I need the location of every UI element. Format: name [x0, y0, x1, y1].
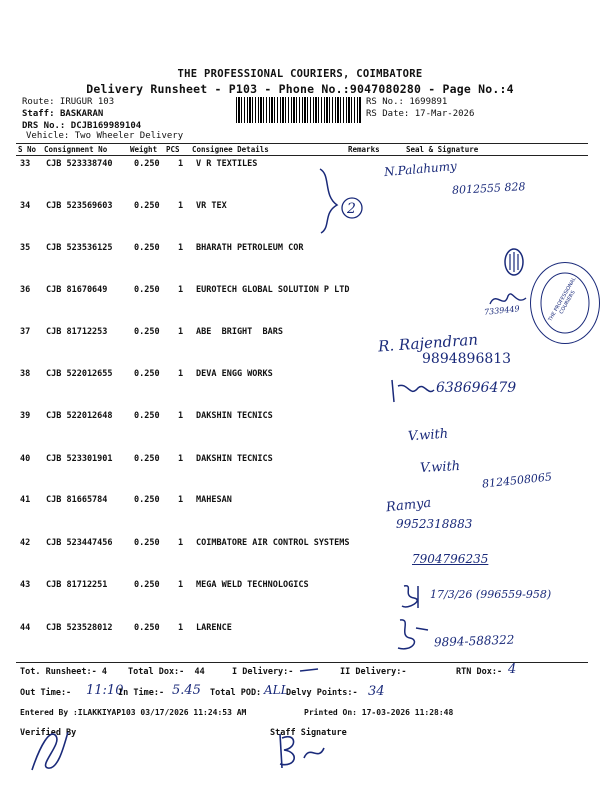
row-consignee: MEGA WELD TECHNOLOGICS: [196, 580, 309, 590]
col-consignment: Consignment No: [44, 145, 108, 154]
table-row: [0, 327, 600, 347]
row-consignment-no: CJB 523528012: [46, 623, 113, 633]
sig-row-44: [392, 618, 432, 652]
staff-signature: [270, 728, 330, 772]
row-weight: 0.250: [134, 201, 160, 211]
row-consignee: DAKSHIN TECNICS: [196, 411, 273, 421]
rs-number: RS No.: 1699891: [366, 97, 448, 107]
header-rule-bottom: [16, 155, 588, 156]
company-title: THE PROFESSIONAL COURIERS, COIMBATORE: [177, 68, 423, 80]
col-seal: Seal & Signature: [406, 145, 479, 154]
rs-date: RS Date: 17-Mar-2026: [366, 109, 475, 119]
col-pcs: PCS: [166, 145, 180, 154]
row-weight: 0.250: [134, 495, 160, 505]
runsheet-subtitle: Delivery Runsheet - P103 - Phone No.:9047080280 - Page No.:4: [86, 82, 514, 96]
row-consignee: DEVA ENGG WORKS: [196, 369, 273, 379]
header-rule-top: [16, 143, 588, 144]
row-consignment-no: CJB 81712251: [46, 580, 108, 590]
row-weight: 0.250: [134, 580, 160, 590]
row-pcs: 1: [178, 201, 184, 211]
row-sno: 37: [20, 327, 31, 337]
row-sno: 33: [20, 159, 31, 169]
row-sno: 42: [20, 538, 31, 548]
sig-row-33: N.Palahumy: [383, 158, 458, 180]
note-row-43: 17/3/26 (996559-958): [430, 588, 552, 601]
row-consignment-no: CJB 523536125: [46, 243, 113, 253]
phone-row-40: 8124508065: [481, 470, 553, 491]
row-pcs: 1: [178, 369, 184, 379]
row-pcs: 1: [178, 495, 184, 505]
row-consignee: VR TEX: [196, 201, 227, 211]
row-pcs: 1: [178, 243, 184, 253]
row-consignment-no: CJB 523338740: [46, 159, 113, 169]
row-consignment-no: CJB 81712253: [46, 327, 108, 337]
sig-row-38: [388, 376, 438, 406]
row-pcs: 1: [178, 285, 184, 295]
phone-row-36: 7339449: [483, 304, 521, 317]
footer-rule: [16, 662, 588, 663]
phone-row-41: 9952318883: [396, 517, 473, 531]
row-pcs: 1: [178, 454, 184, 464]
out-time-label: Out Time:-: [20, 688, 72, 698]
ii-delivery: II Delivery:-: [340, 667, 407, 677]
rtn-dox-value: 4: [508, 662, 517, 677]
row-weight: 0.250: [134, 327, 160, 337]
total-pod-label: Total POD:: [210, 688, 262, 698]
row-pcs: 1: [178, 580, 184, 590]
row-weight: 0.250: [134, 243, 160, 253]
row-pcs: 1: [178, 411, 184, 421]
row-sno: 44: [20, 623, 31, 633]
row-weight: 0.250: [134, 285, 160, 295]
entered-by: Entered By :ILAKKIYAP103 03/17/2026 11:24:53 AM: [20, 708, 247, 717]
total-pod-value: ALL: [264, 683, 289, 697]
row-sno: 34: [20, 201, 31, 211]
circled-mark-row-34: 2: [347, 201, 356, 217]
col-sno: S No: [18, 145, 37, 154]
row-consignment-no: CJB 523569603: [46, 201, 113, 211]
in-time-label: In Time:-: [118, 688, 165, 698]
row-consignment-no: CJB 522012648: [46, 411, 113, 421]
row-consignee: EUROTECH GLOBAL SOLUTION P LTD: [196, 285, 350, 295]
row-sno: 36: [20, 285, 31, 295]
row-weight: 0.250: [134, 623, 160, 633]
row-sno: 40: [20, 454, 31, 464]
sig-row-36: [486, 288, 536, 310]
table-row: [0, 538, 600, 558]
row-consignee: V R TEXTILES: [196, 159, 258, 169]
col-remarks: Remarks: [348, 145, 380, 154]
col-weight: Weight: [130, 145, 158, 154]
table-row: [0, 159, 600, 179]
col-consignee: Consignee Details: [192, 145, 269, 154]
tot-runsheet: Tot. Runsheet:- 4: [20, 667, 107, 677]
row-weight: 0.250: [134, 411, 160, 421]
sig-row-43: [398, 582, 430, 612]
row-sno: 41: [20, 495, 31, 505]
sig-row-37: R. Rajendran: [377, 330, 479, 356]
row-pcs: 1: [178, 538, 184, 548]
row-weight: 0.250: [134, 454, 160, 464]
staff-line: [22, 109, 103, 119]
row-consignee: BHARATH PETROLEUM COR: [196, 243, 304, 253]
phone-row-37: 9894896813: [422, 351, 512, 367]
row-sno: 35: [20, 243, 31, 253]
rtn-dox: RTN Dox:-: [456, 667, 503, 677]
in-time-value: 5.45: [172, 683, 201, 698]
row-consignment-no: CJB 523447456: [46, 538, 113, 548]
row-weight: 0.250: [134, 538, 160, 548]
phone-row-42: 7904796235: [412, 552, 489, 566]
phone-row-44: 9894-588322: [433, 632, 515, 650]
phone-row-38: 638696479: [436, 380, 517, 396]
verified-signature: [28, 726, 72, 776]
stamp-mark-row-35: [500, 248, 530, 278]
delvy-points-label: Delvy Points:-: [286, 688, 358, 698]
company-seal: [530, 262, 600, 344]
sig-row-41: Ramya: [385, 495, 432, 516]
row-consignment-no: CJB 81670649: [46, 285, 108, 295]
route: Route: IRUGUR 103: [22, 97, 115, 107]
i-delivery-dash: [298, 666, 322, 674]
row-sno: 43: [20, 580, 31, 590]
verified-by: Verified By: [20, 728, 77, 738]
row-consignee: LARENCE: [196, 623, 232, 633]
brace-mark: [315, 165, 365, 235]
row-consignment-no: CJB 523301901: [46, 454, 113, 464]
drs-label: DRS No.:: [22, 121, 66, 131]
row-weight: 0.250: [134, 369, 160, 379]
table-row: [0, 411, 600, 431]
drs-line: [22, 121, 141, 131]
staff-name: BASKARAN: [59, 109, 104, 119]
vehicle: Vehicle: Two Wheeler Delivery: [26, 131, 184, 141]
row-consignee: MAHESAN: [196, 495, 232, 505]
total-dox: Total Dox:- 44: [128, 667, 205, 677]
row-consignee: COIMBATORE AIR CONTROL SYSTEMS: [196, 538, 350, 548]
table-row: [0, 454, 600, 477]
delvy-points-value: 34: [368, 684, 385, 699]
row-sno: 39: [20, 411, 31, 421]
row-consignment-no: CJB 522012655: [46, 369, 113, 379]
phone-row-33: 8012555 828: [451, 180, 526, 197]
staff-signature-label: Staff Signature: [270, 728, 347, 738]
out-time-value: 11:10: [86, 683, 124, 698]
sig-row-40: V.with: [419, 458, 461, 477]
seal-text: THE PROFESSIONAL COURIERS: [547, 276, 578, 323]
table-row: [0, 201, 600, 221]
drs-number: DCJB169989104: [70, 121, 142, 131]
row-pcs: 1: [178, 159, 184, 169]
row-pcs: 1: [178, 327, 184, 337]
barcode: [236, 97, 362, 123]
row-consignee: ABE BRIGHT BARS: [196, 327, 283, 337]
staff-label: Staff:: [22, 109, 55, 119]
sig-row-39: V.with: [407, 426, 449, 445]
row-consignee: DAKSHIN TECNICS: [196, 454, 273, 464]
row-consignment-no: CJB 81665784: [46, 495, 108, 505]
table-row: [0, 495, 600, 515]
row-weight: 0.250: [134, 159, 160, 169]
row-sno: 38: [20, 369, 31, 379]
printed-on: Printed On: 17-03-2026 11:28:48: [304, 708, 454, 717]
i-delivery: I Delivery:-: [232, 667, 294, 677]
row-pcs: 1: [178, 623, 184, 633]
